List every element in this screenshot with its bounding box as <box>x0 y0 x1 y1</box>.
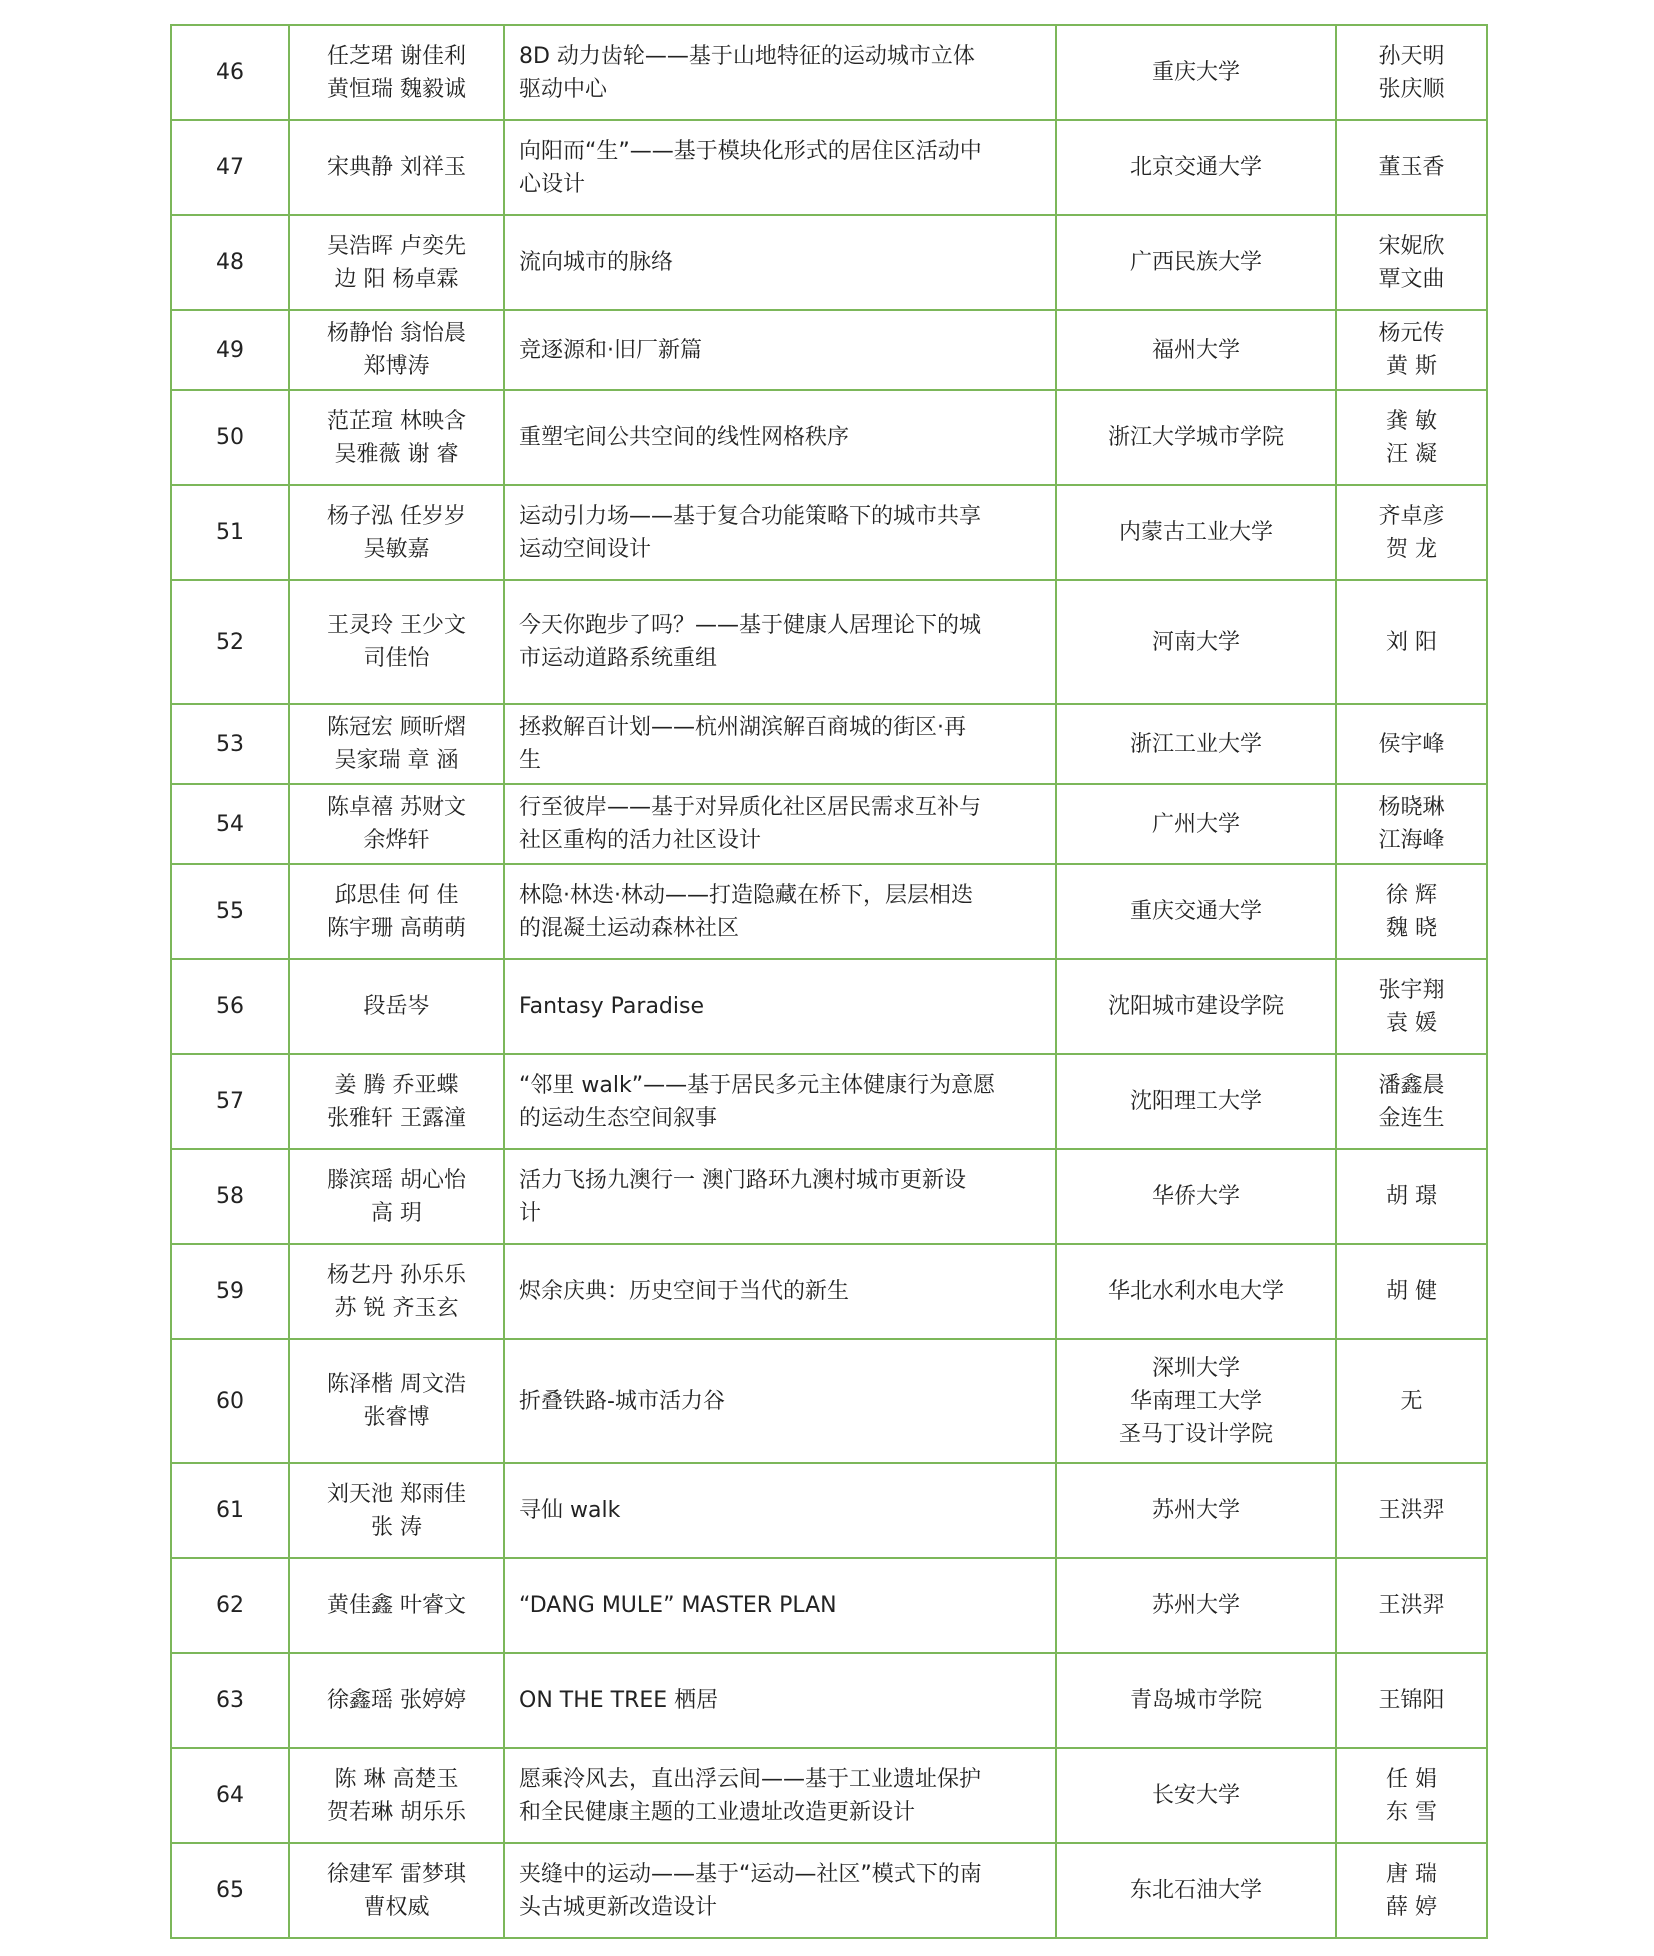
advisor-cell-line: 王洪羿 <box>1378 1593 1445 1618</box>
project-title-cell <box>504 1843 1056 1938</box>
row-number-cell: 64 <box>171 1748 289 1843</box>
project-title-cell <box>504 1748 1056 1843</box>
table-row <box>171 704 1487 784</box>
members-cell <box>289 1653 504 1748</box>
advisor-cell-line: 杨晓琳 <box>1378 795 1445 820</box>
table-row <box>171 390 1487 485</box>
project-title-cell-line: 今天你跑步了吗？——基于健康人居理论下的城 <box>519 613 982 638</box>
members-cell-line: 范芷瑄 林映含 <box>327 408 466 434</box>
project-title-cell <box>504 215 1056 310</box>
advisor-cell-line: 齐卓彦 <box>1378 503 1445 529</box>
school-cell-line: 华侨大学 <box>1151 1184 1240 1209</box>
advisor-cell-line: 宋妮欣 <box>1378 233 1445 259</box>
project-title-cell <box>504 1149 1056 1244</box>
members-cell-line: 宋典静 刘祥玉 <box>327 155 466 180</box>
project-title-cell-line: 运动空间设计 <box>519 536 652 562</box>
members-cell <box>289 1843 504 1938</box>
school-cell <box>1056 580 1336 704</box>
members-cell <box>289 704 504 784</box>
row-number-cell: 55 <box>171 864 289 959</box>
school-cell-line: 沈阳城市建设学院 <box>1107 994 1284 1019</box>
project-title-cell-line: Fantasy Paradise <box>519 994 705 1019</box>
school-cell <box>1056 25 1336 120</box>
advisor-cell <box>1336 784 1487 864</box>
advisor-cell-line: 龚 敏 <box>1386 408 1437 434</box>
project-title-cell-line: 的运动生态空间叙事 <box>519 1105 718 1131</box>
project-title-cell-line: 林隐·林迭·林动——打造隐藏在桥下，层层相迭 <box>519 882 973 908</box>
advisor-cell-line: 王锦阳 <box>1378 1688 1445 1713</box>
award-list-table <box>170 24 1488 1939</box>
members-cell-line: 陈宇珊 高萌萌 <box>327 915 466 941</box>
advisor-cell-line: 孙天明 <box>1378 43 1445 69</box>
school-cell-line: 内蒙古工业大学 <box>1118 520 1273 545</box>
advisor-cell <box>1336 1748 1487 1843</box>
table-row <box>171 580 1487 704</box>
project-title-cell-line: 烬余庆典：历史空间于当代的新生 <box>519 1279 850 1304</box>
school-cell <box>1056 959 1336 1054</box>
advisor-cell <box>1336 1054 1487 1149</box>
project-title-cell-line: 头古城更新改造设计 <box>519 1894 718 1920</box>
members-cell <box>289 485 504 580</box>
members-cell <box>289 1054 504 1149</box>
school-cell <box>1056 1558 1336 1653</box>
project-title-cell-line: 夹缝中的运动——基于“运动—社区”模式下的南 <box>519 1861 982 1887</box>
project-title-cell-line: 生 <box>519 748 542 773</box>
advisor-cell-line: 任 娟 <box>1386 1766 1437 1792</box>
members-cell-line: 张 涛 <box>371 1514 422 1540</box>
school-cell-line: 浙江工业大学 <box>1129 731 1262 757</box>
advisor-cell <box>1336 1149 1487 1244</box>
table-row <box>171 310 1487 390</box>
advisor-cell-line: 金连生 <box>1378 1105 1445 1131</box>
advisor-cell-line: 江海峰 <box>1378 828 1445 853</box>
school-cell <box>1056 1748 1336 1843</box>
school-cell <box>1056 1339 1336 1463</box>
school-cell-line: 青岛城市学院 <box>1129 1688 1262 1713</box>
school-cell <box>1056 120 1336 215</box>
advisor-cell <box>1336 1843 1487 1938</box>
members-cell-line: 陈 琳 高楚玉 <box>334 1766 459 1792</box>
table-row <box>171 1339 1487 1463</box>
members-cell <box>289 390 504 485</box>
row-number-cell: 65 <box>171 1843 289 1938</box>
row-number-cell: 51 <box>171 485 289 580</box>
school-cell <box>1056 1149 1336 1244</box>
table-row <box>171 1748 1487 1843</box>
project-title-cell-line: 运动引力场——基于复合功能策略下的城市共享 <box>519 503 982 529</box>
members-cell-line: 陈泽楷 周文浩 <box>327 1372 466 1397</box>
project-title-cell-line: 寻仙 walk <box>519 1498 621 1523</box>
school-cell-line: 苏州大学 <box>1151 1498 1240 1523</box>
school-cell-line: 深圳大学 <box>1151 1355 1240 1381</box>
advisor-cell <box>1336 1244 1487 1339</box>
project-title-cell <box>504 959 1056 1054</box>
members-cell <box>289 864 504 959</box>
members-cell <box>289 120 504 215</box>
project-title-cell-line: 8D 动力齿轮——基于山地特征的运动城市立体 <box>519 43 975 69</box>
advisor-cell <box>1336 580 1487 704</box>
project-title-cell-line: 行至彼岸——基于对异质化社区居民需求互补与 <box>519 795 982 820</box>
school-cell <box>1056 1843 1336 1938</box>
advisor-cell-line: 王洪羿 <box>1378 1498 1445 1523</box>
project-title-cell <box>504 120 1056 215</box>
advisor-cell-line: 徐 辉 <box>1386 882 1437 908</box>
school-cell-line: 重庆交通大学 <box>1129 899 1262 924</box>
project-title-cell-line: 重塑宅间公共空间的线性网格秩序 <box>519 425 850 450</box>
members-cell <box>289 215 504 310</box>
school-cell <box>1056 1244 1336 1339</box>
advisor-cell <box>1336 959 1487 1054</box>
school-cell-line: 苏州大学 <box>1151 1593 1240 1618</box>
project-title-cell-line: 心设计 <box>519 171 586 197</box>
advisor-cell-line: 张宇翔 <box>1378 977 1445 1003</box>
members-cell-line: 刘天池 郑雨佳 <box>327 1481 466 1507</box>
members-cell-line: 郑博涛 <box>363 354 430 379</box>
school-cell-line: 福州大学 <box>1151 337 1240 363</box>
school-cell <box>1056 1653 1336 1748</box>
members-cell <box>289 310 504 390</box>
school-cell-line: 重庆大学 <box>1151 60 1240 85</box>
advisor-cell <box>1336 390 1487 485</box>
advisor-cell-line: 胡 健 <box>1386 1279 1437 1304</box>
school-cell <box>1056 1463 1336 1558</box>
project-title-cell-line: 社区重构的活力社区设计 <box>519 828 762 853</box>
members-cell-line: 徐建军 雷梦琪 <box>327 1861 466 1887</box>
row-number-cell: 49 <box>171 310 289 390</box>
project-title-cell-line: 市运动道路系统重组 <box>519 646 718 671</box>
school-cell-line: 圣马丁设计学院 <box>1118 1421 1273 1447</box>
members-cell <box>289 1558 504 1653</box>
row-number-cell: 56 <box>171 959 289 1054</box>
row-number-cell: 54 <box>171 784 289 864</box>
advisor-cell-line: 董玉香 <box>1378 155 1445 180</box>
row-number-cell: 59 <box>171 1244 289 1339</box>
school-cell <box>1056 1054 1336 1149</box>
advisor-cell-line: 侯宇峰 <box>1378 731 1445 757</box>
table-row <box>171 1558 1487 1653</box>
row-number-cell: 58 <box>171 1149 289 1244</box>
members-cell-line: 张雅轩 王露潼 <box>327 1105 466 1131</box>
project-title-cell-line: 折叠铁路-城市活力谷 <box>519 1388 725 1414</box>
row-number-cell: 47 <box>171 120 289 215</box>
advisor-cell-line: 潘鑫晨 <box>1378 1072 1445 1098</box>
project-title-cell <box>504 704 1056 784</box>
row-number-cell: 61 <box>171 1463 289 1558</box>
members-cell-line: 吴家瑞 章 涵 <box>334 748 459 773</box>
members-cell-line: 高 玥 <box>371 1200 422 1226</box>
table-row <box>171 485 1487 580</box>
members-cell-line: 边 阳 杨卓霖 <box>334 266 459 292</box>
members-cell <box>289 25 504 120</box>
members-cell <box>289 1149 504 1244</box>
members-cell-line: 贺若琳 胡乐乐 <box>327 1799 466 1825</box>
project-title-cell <box>504 390 1056 485</box>
school-cell-line: 浙江大学城市学院 <box>1107 425 1284 450</box>
advisor-cell-line: 薛 婷 <box>1386 1894 1437 1920</box>
table-row <box>171 1244 1487 1339</box>
members-cell <box>289 1244 504 1339</box>
members-cell <box>289 580 504 704</box>
school-cell-line: 东北石油大学 <box>1129 1878 1262 1903</box>
advisor-cell-line: 黄 斯 <box>1386 354 1437 379</box>
row-number-cell: 48 <box>171 215 289 310</box>
project-title-cell-line: 愿乘泠风去，直出浮云间——基于工业遗址保护 <box>519 1766 982 1792</box>
school-cell-line: 河南大学 <box>1151 629 1240 655</box>
school-cell <box>1056 704 1336 784</box>
project-title-cell <box>504 1463 1056 1558</box>
project-title-cell <box>504 864 1056 959</box>
row-number-cell: 46 <box>171 25 289 120</box>
members-cell <box>289 959 504 1054</box>
project-title-cell <box>504 310 1056 390</box>
school-cell <box>1056 310 1336 390</box>
members-cell <box>289 1463 504 1558</box>
project-title-cell <box>504 1653 1056 1748</box>
advisor-cell-line: 魏 晓 <box>1386 915 1437 941</box>
school-cell-line: 广州大学 <box>1151 811 1240 837</box>
school-cell-line: 长安大学 <box>1151 1783 1240 1808</box>
advisor-cell <box>1336 120 1487 215</box>
table-row <box>171 864 1487 959</box>
advisor-cell-line: 东 雪 <box>1386 1799 1437 1825</box>
row-number-cell: 53 <box>171 704 289 784</box>
members-cell-line: 邱思佳 何 佳 <box>334 882 459 908</box>
advisor-cell <box>1336 1558 1487 1653</box>
advisor-cell-line: 贺 龙 <box>1386 536 1437 562</box>
school-cell <box>1056 784 1336 864</box>
table-row <box>171 1054 1487 1149</box>
members-cell-line: 徐鑫瑶 张婷婷 <box>327 1688 466 1713</box>
project-title-cell-line: ON THE TREE 栖居 <box>519 1688 719 1713</box>
members-cell <box>289 784 504 864</box>
advisor-cell <box>1336 1463 1487 1558</box>
members-cell-line: 司佳怡 <box>363 646 430 671</box>
project-title-cell <box>504 485 1056 580</box>
advisor-cell-line: 汪 凝 <box>1386 441 1437 467</box>
advisor-cell-line: 覃文曲 <box>1378 266 1445 292</box>
project-title-cell-line: “邻里 walk”——基于居民多元主体健康行为意愿 <box>519 1072 996 1098</box>
project-title-cell-line: 活力飞扬九澳行一 澳门路环九澳村城市更新设 <box>519 1167 966 1193</box>
members-cell-line: 段岳岑 <box>363 994 430 1019</box>
members-cell-line: 姜 腾 乔亚蝶 <box>334 1072 459 1098</box>
project-title-cell <box>504 580 1056 704</box>
table-row <box>171 1149 1487 1244</box>
project-title-cell-line: 流向城市的脉络 <box>519 250 674 275</box>
advisor-cell <box>1336 215 1487 310</box>
table-row <box>171 1843 1487 1938</box>
row-number-cell: 50 <box>171 390 289 485</box>
project-title-cell <box>504 1339 1056 1463</box>
members-cell-line: 陈冠宏 顾昕熠 <box>327 715 466 740</box>
members-cell-line: 吴浩晖 卢奕先 <box>327 233 466 259</box>
row-number-cell: 60 <box>171 1339 289 1463</box>
advisor-cell-line: 胡 璟 <box>1386 1184 1437 1209</box>
members-cell-line: 黄佳鑫 叶睿文 <box>327 1593 466 1618</box>
table-row <box>171 1463 1487 1558</box>
project-title-cell <box>504 784 1056 864</box>
advisor-cell-line: 杨元传 <box>1378 321 1445 346</box>
advisor-cell-line: 无 <box>1400 1388 1423 1414</box>
members-cell-line: 余烨轩 <box>363 828 430 853</box>
project-title-cell-line: “DANG MULE” MASTER PLAN <box>519 1593 837 1618</box>
members-cell-line: 陈卓禧 苏财文 <box>327 795 466 820</box>
project-title-cell-line: 竞逐源和·旧厂新篇 <box>519 337 702 363</box>
advisor-cell <box>1336 485 1487 580</box>
members-cell-line: 吴敏嘉 <box>363 536 430 562</box>
members-cell-line: 杨子泓 任岁岁 <box>327 503 466 529</box>
members-cell-line: 张睿博 <box>363 1405 430 1430</box>
table-body <box>171 25 1487 1938</box>
advisor-cell <box>1336 1653 1487 1748</box>
advisor-cell-line: 袁 媛 <box>1386 1010 1437 1036</box>
table-row <box>171 784 1487 864</box>
table-row <box>171 959 1487 1054</box>
advisor-cell-line: 张庆顺 <box>1378 76 1445 102</box>
school-cell-line: 华南理工大学 <box>1129 1388 1262 1414</box>
advisor-cell-line: 刘 阳 <box>1386 629 1437 655</box>
project-title-cell <box>504 1558 1056 1653</box>
members-cell-line: 王灵玲 王少文 <box>327 613 466 638</box>
project-title-cell <box>504 1244 1056 1339</box>
project-title-cell-line: 和全民健康主题的工业遗址改造更新设计 <box>519 1799 916 1825</box>
project-title-cell-line: 计 <box>519 1200 542 1226</box>
advisor-cell <box>1336 25 1487 120</box>
school-cell <box>1056 215 1336 310</box>
school-cell <box>1056 485 1336 580</box>
project-title-cell <box>504 1054 1056 1149</box>
advisor-cell <box>1336 1339 1487 1463</box>
school-cell <box>1056 864 1336 959</box>
school-cell-line: 北京交通大学 <box>1129 155 1262 180</box>
members-cell-line: 任芝珺 谢佳利 <box>327 43 466 69</box>
members-cell <box>289 1339 504 1463</box>
school-cell-line: 广西民族大学 <box>1129 250 1262 275</box>
project-title-cell-line: 向阳而“生”——基于模块化形式的居住区活动中 <box>519 138 982 164</box>
row-number-cell: 52 <box>171 580 289 704</box>
members-cell-line: 苏 锐 齐玉玄 <box>334 1295 459 1321</box>
members-cell-line: 杨静怡 翁怡晨 <box>327 321 466 346</box>
members-cell-line: 杨艺丹 孙乐乐 <box>327 1262 466 1288</box>
table-row <box>171 1653 1487 1748</box>
row-number-cell: 63 <box>171 1653 289 1748</box>
members-cell <box>289 1748 504 1843</box>
members-cell-line: 滕滨瑶 胡心怡 <box>327 1167 466 1193</box>
advisor-cell-line: 唐 瑞 <box>1386 1861 1437 1887</box>
table-row <box>171 25 1487 120</box>
school-cell <box>1056 390 1336 485</box>
members-cell-line: 曹权威 <box>363 1894 430 1920</box>
table-row <box>171 215 1487 310</box>
members-cell-line: 黄恒瑞 魏毅诚 <box>327 76 466 102</box>
project-title-cell <box>504 25 1056 120</box>
project-title-cell-line: 驱动中心 <box>519 76 608 102</box>
members-cell-line: 吴雅薇 谢 睿 <box>334 441 459 467</box>
school-cell-line: 华北水利水电大学 <box>1107 1279 1284 1304</box>
row-number-cell: 57 <box>171 1054 289 1149</box>
advisor-cell <box>1336 704 1487 784</box>
advisor-cell <box>1336 310 1487 390</box>
row-number-cell: 62 <box>171 1558 289 1653</box>
project-title-cell-line: 拯救解百计划——杭州湖滨解百商城的街区·再 <box>519 715 966 740</box>
project-title-cell-line: 的混凝土运动森林社区 <box>519 915 740 941</box>
table-row <box>171 120 1487 215</box>
school-cell-line: 沈阳理工大学 <box>1129 1089 1262 1114</box>
advisor-cell <box>1336 864 1487 959</box>
